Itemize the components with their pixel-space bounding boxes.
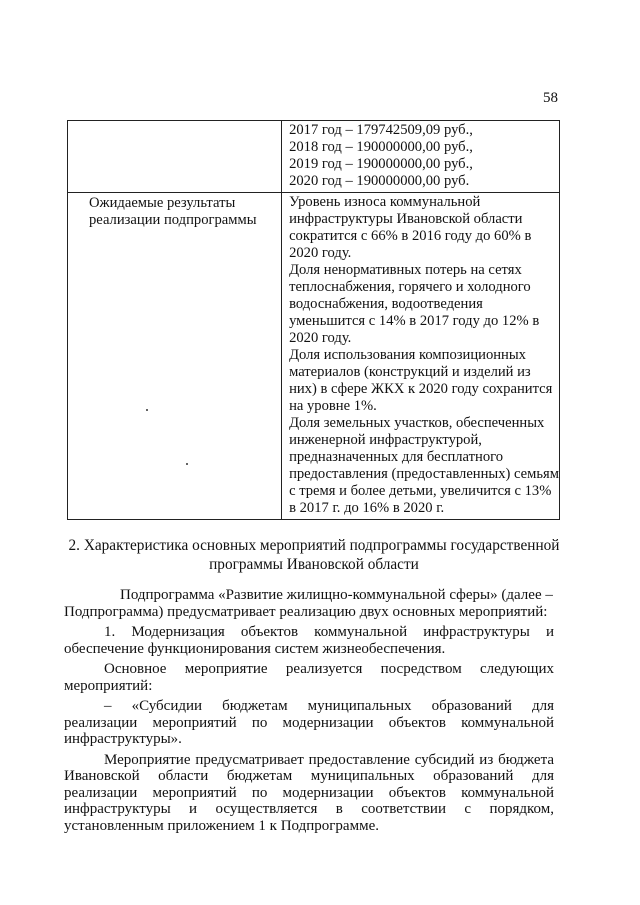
- paragraph: [64, 661, 554, 694]
- budget-line: 2019 год – 190000000,00 руб.,: [289, 156, 473, 172]
- result-line: предоставления (предоставленных) семьям: [289, 466, 559, 482]
- result-line: с тремя и более детьми, увеличится с 13%: [289, 483, 552, 499]
- table-cell-empty: [68, 121, 282, 193]
- text-line: Подпрограмма «Развитие жилищно-коммунальной сферы» (далее –: [120, 587, 553, 603]
- budget-cell: [282, 121, 560, 193]
- result-line: 2020 году.: [289, 330, 352, 346]
- result-line: предназначенных для бесплатного: [289, 449, 504, 465]
- scan-speck: [146, 409, 148, 411]
- result-line: инфраструктуры Ивановской области: [289, 211, 523, 227]
- section-heading-line: 2. Характеристика основных мероприятий подпрограммы государственной: [68, 537, 560, 554]
- scan-speck: [186, 463, 188, 465]
- result-line: Уровень износа коммунальной: [289, 194, 481, 210]
- text-line: Основное мероприятие реализуется посредством следующих: [104, 661, 554, 677]
- paragraph: [64, 752, 554, 835]
- text-line: – «Субсидии бюджетам муниципальных образований для: [104, 698, 554, 714]
- results-label-cell: [68, 193, 282, 520]
- text-line: реализации мероприятий по модернизации объектов коммунальной: [64, 784, 554, 801]
- text-line: мероприятий:: [64, 677, 153, 694]
- text-line: обеспечение функционирования систем жизнеобеспечения.: [64, 640, 446, 657]
- result-line: Доля земельных участков, обеспеченных: [289, 415, 545, 431]
- result-line: сократится с 66% в 2016 году до 60% в: [289, 228, 532, 244]
- result-line: в 2017 г. до 16% в 2020 г.: [289, 500, 445, 516]
- body-text: [64, 587, 554, 838]
- text-line: реализации мероприятий по модернизации объектов коммунальной: [64, 714, 554, 731]
- text-line: инфраструктуры и осуществляется в соответствии с порядком,: [64, 801, 554, 817]
- budget-line: 2020 год – 190000000,00 руб.: [289, 173, 470, 189]
- result-line: теплоснабжения, горячего и холодного: [289, 279, 531, 295]
- result-line: материалов (конструкций и изделий из: [289, 364, 531, 380]
- table-row: [68, 193, 560, 520]
- text-line: установленным приложением 1 к Подпрограмме.: [64, 817, 379, 834]
- result-line: на уровне 1%.: [289, 398, 377, 414]
- paragraph: [64, 698, 554, 748]
- text-line: Мероприятие предусматривает предоставление субсидий из бюджета: [104, 751, 554, 768]
- result-line: водоснабжения, водоотведения: [289, 296, 483, 312]
- text-line: Ивановской области бюджетам муниципальных образований для: [64, 768, 554, 784]
- section-heading: [64, 536, 564, 574]
- section-heading-line: программы Ивановской области: [209, 556, 419, 573]
- result-line: них) в сфере ЖКХ к 2020 году сохранится: [289, 381, 553, 397]
- result-line: инженерной инфраструктурой,: [289, 432, 482, 448]
- table-row: [68, 121, 560, 193]
- result-line: Доля использования композиционных: [289, 347, 526, 363]
- budget-line: 2017 год – 179742509,09 руб.,: [289, 122, 473, 138]
- paragraph: [64, 587, 554, 620]
- results-label-line: реализации подпрограммы: [89, 212, 257, 228]
- result-line: уменьшится с 14% в 2017 году до 12% в: [289, 313, 540, 329]
- text-line: инфраструктуры».: [64, 731, 182, 747]
- result-line: Доля ненормативных потерь на сетях: [289, 262, 522, 278]
- text-line: Подпрограмма) предусматривает реализацию двух основных мероприятий:: [64, 603, 548, 620]
- results-cell: [282, 193, 560, 520]
- result-line: 2020 году.: [289, 245, 352, 261]
- page-number: 58: [543, 90, 558, 106]
- text-line: 1. Модернизация объектов коммунальной инфраструктуры и: [104, 624, 554, 640]
- budget-line: 2018 год – 190000000,00 руб.,: [289, 139, 473, 155]
- paragraph: [64, 624, 554, 657]
- program-info-table: [67, 120, 560, 520]
- results-label-line: Ожидаемые результаты: [89, 195, 236, 211]
